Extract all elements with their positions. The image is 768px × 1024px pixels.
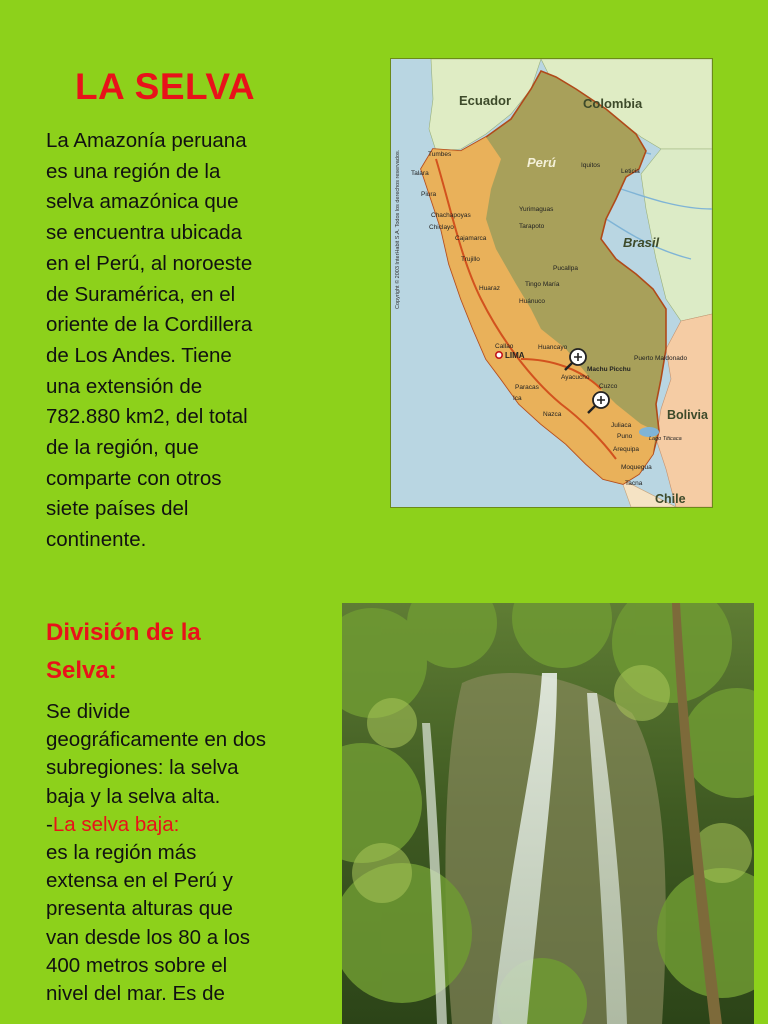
intro-line: de Suramérica, en el bbox=[46, 282, 236, 306]
intro-line: oriente de la Cordillera bbox=[46, 313, 253, 337]
city-label: Trujillo bbox=[461, 256, 480, 263]
intro-line: siete países del bbox=[46, 497, 189, 521]
city-label: Huaraz bbox=[479, 285, 500, 292]
capital-label: LIMA bbox=[505, 351, 525, 360]
selva-baja-line bbox=[46, 811, 346, 839]
city-label: Tacna bbox=[625, 480, 643, 487]
country-label-peru: Perú bbox=[527, 155, 556, 170]
body-line: geográficamente en dos bbox=[46, 728, 266, 752]
country-label-bolivia: Bolivia bbox=[667, 408, 708, 422]
country-label-brasil: Brasil bbox=[623, 235, 660, 250]
city-label: Talara bbox=[411, 170, 429, 177]
city-label: Iquitos bbox=[581, 162, 601, 169]
body-line: extensa en el Perú y bbox=[46, 869, 233, 893]
intro-line: comparte con otros bbox=[46, 466, 222, 490]
intro-line: selva amazónica que bbox=[46, 190, 239, 214]
division-paragraph bbox=[46, 698, 346, 1008]
intro-line: de Los Andes. Tiene bbox=[46, 343, 232, 367]
intro-line: de la región, que bbox=[46, 436, 199, 460]
city-label: Yurimaguas bbox=[519, 206, 554, 213]
section-heading-line: División de la bbox=[46, 619, 201, 646]
intro-line: una extensión de bbox=[46, 374, 203, 398]
map-copyright: Copyright © 2003 InterHabit S.A. Todos los derechos reservados. bbox=[395, 149, 401, 309]
city-label: Huánuco bbox=[519, 298, 546, 305]
waterfall-photo bbox=[342, 603, 754, 1024]
body-line: 400 metros sobre el bbox=[46, 953, 228, 977]
country-label-chile: Chile bbox=[655, 492, 686, 506]
city-label: Leticia bbox=[621, 168, 640, 175]
city-label: Cuzco bbox=[599, 383, 618, 390]
city-label: Ayacucho bbox=[561, 374, 590, 381]
city-label: Puerto Maldonado bbox=[634, 355, 688, 362]
city-label: Tingo María bbox=[525, 281, 560, 288]
city-label: Callao bbox=[495, 343, 514, 350]
country-label-ecuador: Ecuador bbox=[459, 93, 512, 108]
body-line: Se divide bbox=[46, 700, 131, 723]
city-label: Huancayo bbox=[538, 344, 568, 351]
section-heading bbox=[46, 614, 326, 690]
city-label: Nazca bbox=[543, 411, 562, 418]
city-label: Ica bbox=[513, 395, 522, 402]
city-label: Machu Picchu bbox=[587, 366, 631, 373]
body-line: presenta alturas que bbox=[46, 897, 233, 921]
intro-line: es una región de la bbox=[46, 159, 221, 183]
selva-baja-dash: - bbox=[46, 812, 53, 836]
selva-baja-label: La selva baja: bbox=[52, 812, 180, 836]
page-title: LA SELVA bbox=[74, 66, 256, 107]
intro-line: continente. bbox=[46, 528, 147, 552]
city-label: Cajamarca bbox=[455, 235, 487, 242]
country-label-colombia: Colombia bbox=[583, 96, 643, 111]
intro-line: en el Perú, al noroeste bbox=[46, 251, 253, 275]
city-label: Juliaca bbox=[611, 422, 632, 429]
peru-map bbox=[390, 58, 713, 508]
intro-paragraph bbox=[46, 126, 366, 556]
city-label: Chiclayo bbox=[429, 224, 454, 231]
intro-line: 782.880 km2, del total bbox=[46, 405, 248, 429]
city-label: Paracas bbox=[515, 384, 539, 391]
intro-line: se encuentra ubicada bbox=[46, 221, 243, 245]
city-label: Moquegua bbox=[621, 464, 652, 471]
city-label: Piura bbox=[421, 191, 437, 198]
city-label: Tumbes bbox=[428, 151, 452, 158]
capital-marker-icon bbox=[496, 352, 502, 358]
city-label: Pucallpa bbox=[553, 265, 578, 272]
body-line: van desde los 80 a los bbox=[46, 925, 250, 949]
city-label: Tarapoto bbox=[519, 223, 545, 230]
city-label: Arequipa bbox=[613, 446, 640, 453]
intro-line: La Amazonía peruana bbox=[46, 129, 247, 152]
section-heading-line: Selva: bbox=[46, 657, 117, 684]
body-line: baja y la selva alta. bbox=[46, 784, 221, 808]
body-line: nivel del mar. Es de bbox=[46, 982, 225, 1006]
city-label: Chachapoyas bbox=[431, 212, 471, 219]
body-line: subregiones: la selva bbox=[46, 756, 239, 780]
lake-label: Lago Titicaca bbox=[649, 436, 682, 442]
body-line: es la región más bbox=[46, 841, 197, 865]
city-label: Puno bbox=[617, 433, 633, 440]
